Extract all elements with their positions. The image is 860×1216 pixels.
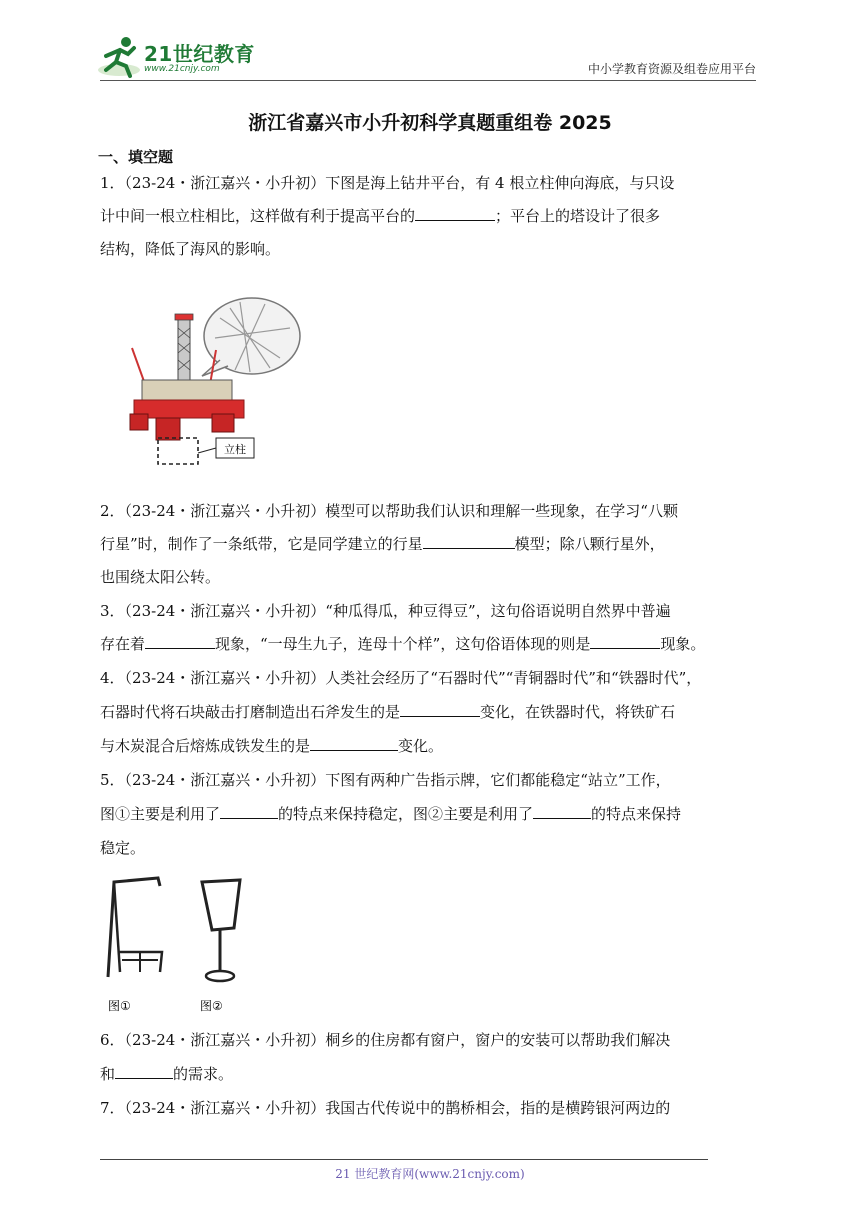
q4-line-1: 4．（23-24・浙江嘉兴・小升初）人类社会经历了“石器时代”“青铜器时代”和“铁器时代”， xyxy=(100,669,702,687)
q3-blank-2[interactable] xyxy=(590,634,660,649)
q5-blank-2[interactable] xyxy=(533,804,591,819)
column-tag-label: 立柱 xyxy=(224,443,246,456)
logo-main-text: 21世纪教育 xyxy=(144,42,255,66)
q2-line-2 xyxy=(100,534,665,554)
q5-text-b: 的特点来保持稳定，图②主要是利用了 xyxy=(278,805,534,823)
oil-platform-figure xyxy=(120,288,305,468)
q5-text-c: 的特点来保持 xyxy=(591,805,682,823)
q3-line-1: 3．（23-24・浙江嘉兴・小升初）“种瓜得瓜，种豆得豆”，这句俗语说明自然界中普遍 xyxy=(100,602,671,620)
page-title: 浙江省嘉兴市小升初科学真题重组卷 2025 xyxy=(248,112,612,134)
fig2-label: 图② xyxy=(200,999,223,1013)
fig1-label: 图① xyxy=(108,999,131,1013)
signboard-figures xyxy=(100,872,250,1017)
q6-line-1: 6．（23-24・浙江嘉兴・小升初）桐乡的住房都有窗户，窗户的安装可以帮助我们解决 xyxy=(100,1031,671,1049)
q3-text-a: 存在着 xyxy=(100,635,146,653)
q5-line-3: 稳定。 xyxy=(100,839,146,857)
q2-text-a: 行星”时，制作了一条纸带，它是同学建立的行星 xyxy=(100,535,423,553)
q1-text-a: 计中间一根立柱相比，这样做有利于提高平台的 xyxy=(100,207,416,225)
q3-text-b: 现象，“一母生九子，连母十个样”，这句俗语体现的则是 xyxy=(215,635,591,653)
q2-text-b: 模型；除八颗行星外， xyxy=(514,535,665,553)
q4-line-3 xyxy=(100,736,443,756)
q1-line-2 xyxy=(100,206,660,226)
q4-text-c: 与木炭混合后熔炼成铁发生的是 xyxy=(100,737,311,755)
logo-sub-text: www.21cnjy.com xyxy=(144,64,220,74)
header-divider xyxy=(100,80,756,81)
q4-text-d: 变化。 xyxy=(398,737,444,755)
q3-text-c: 现象。 xyxy=(660,635,706,653)
q3-line-2 xyxy=(100,634,705,654)
q4-blank-2[interactable] xyxy=(310,736,398,751)
q1-line-1: 1．（23-24・浙江嘉兴・小升初）下图是海上钻井平台，有 4 根立柱伸向海底，与只设 xyxy=(100,174,675,192)
header-platform-text: 中小学教育资源及组卷应用平台 xyxy=(587,62,756,76)
q4-line-2 xyxy=(100,702,675,722)
runner-logo-icon xyxy=(96,34,142,80)
q4-text-a: 石器时代将石块敲击打磨制造出石斧发生的是 xyxy=(100,703,401,721)
q4-text-b: 变化，在铁器时代，将铁矿石 xyxy=(480,703,676,721)
q3-blank-1[interactable] xyxy=(145,634,215,649)
q1-line-3: 结构，降低了海风的影响。 xyxy=(100,240,281,258)
q1-text-b: ；平台上的塔设计了很多 xyxy=(495,207,661,225)
q4-blank-1[interactable] xyxy=(400,702,480,717)
q2-blank-1[interactable] xyxy=(423,534,515,549)
q5-blank-1[interactable] xyxy=(220,804,278,819)
q6-blank-1[interactable] xyxy=(115,1064,173,1079)
q7-line-1: 7．（23-24・浙江嘉兴・小升初）我国古代传说中的鹊桥相会，指的是横跨银河两边的 xyxy=(100,1099,671,1117)
q2-line-1: 2．（23-24・浙江嘉兴・小升初）模型可以帮助我们认识和理解一些现象，在学习“八颗 xyxy=(100,502,678,520)
q6-line-2 xyxy=(100,1064,233,1084)
q6-text-a: 和 xyxy=(100,1065,116,1083)
q5-line-1: 5．（23-24・浙江嘉兴・小升初）下图有两种广告指示牌，它们都能稳定“站立”工作， xyxy=(100,771,671,789)
q2-line-3: 也围绕太阳公转。 xyxy=(100,568,221,586)
q5-text-a: 图①主要是利用了 xyxy=(100,805,221,823)
section-title: 一、填空题 xyxy=(98,148,174,166)
q5-line-2 xyxy=(100,804,681,824)
logo xyxy=(96,34,266,80)
q6-text-b: 的需求。 xyxy=(173,1065,234,1083)
q1-blank-1[interactable] xyxy=(415,206,495,221)
footer-text: 21 世纪教育网(www.21cnjy.com) xyxy=(335,1167,525,1181)
footer-divider xyxy=(100,1159,708,1160)
